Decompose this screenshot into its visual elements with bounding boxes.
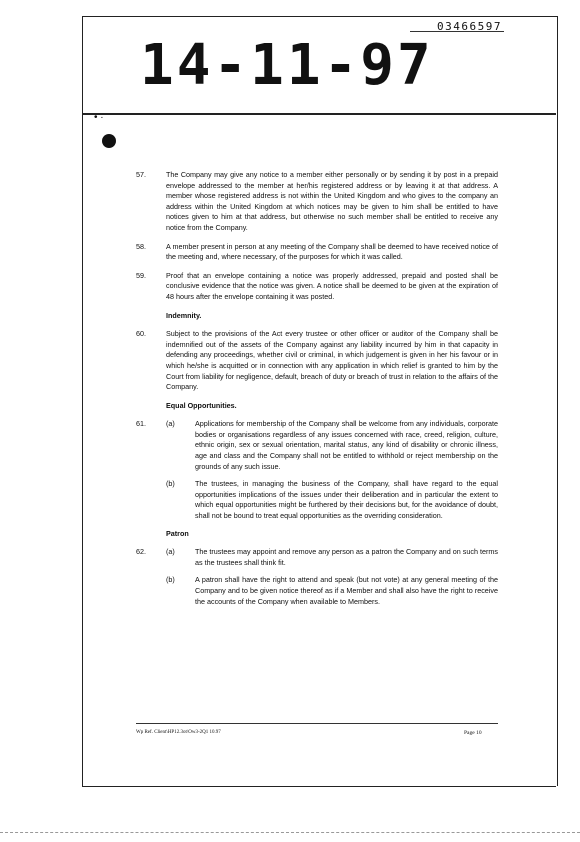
- sub-clause-text: Applications for membership of the Company shall be welcome from any individuals, corporate bodies or organisations regardless of any issues concerned with race, creed, religion, culture, ethnic origin, sex or sexual orientation, marital status, any kind of disability or chronic illness, age and class and the Company shall not be entitled to withhold or reject membership on the grounds of any such issue.: [195, 419, 498, 471]
- clause-60: [136, 329, 498, 393]
- sub-clause-label: (b): [166, 575, 175, 585]
- heading-patron: Patron: [166, 528, 189, 538]
- clause-text: The Company may give any notice to a member either personally or by sending it by post in a prepaid envelope addressed to the member at her/his registered address or by leaving it at that address. A member whose registered address is not within the United Kingdom and who gives to the company an address within the United Kingdom at which notices may be given to him shall be entitled to have notices given to him at that address, but otherwise no such member shall be entitled to receive any notice from the Company.: [166, 170, 498, 232]
- clause-number: 60.: [136, 329, 146, 339]
- stray-marks: • ·: [94, 112, 104, 123]
- company-number: 03466597: [437, 20, 502, 33]
- sub-clause-text: The trustees may appoint and remove any person as a patron the Company and on such terms as the trustees shall think fit.: [195, 547, 498, 567]
- clause-57: [136, 170, 498, 234]
- clause-number: 57.: [136, 170, 146, 179]
- company-number-underline: [410, 31, 504, 32]
- sub-clause-62a: [166, 547, 498, 568]
- sub-clause-text: The trustees, in managing the business of the Company, shall have regard to the equal opportunities implications of the issues under their deliberation and in particular the extent to which equal opportunities might be furthered by their decisions but, for the avoidance of doubt, shall not be bound to treat equal opportunities as the overriding consideration.: [195, 479, 498, 521]
- document-body: [136, 170, 498, 615]
- footer-reference: Wp Ref. Client\HP12.3ot\Ow3-2Q1 10.97: [136, 730, 221, 735]
- date-stamp: 14-11-97: [140, 33, 434, 98]
- clause-number: 58.: [136, 241, 146, 251]
- clause-number: 59.: [136, 270, 146, 280]
- clause-59: [136, 271, 498, 303]
- heading-equal-opportunities: Equal Opportunities.: [166, 400, 237, 410]
- page-bottom-border: [82, 786, 556, 787]
- sub-clause-label: (a): [166, 547, 175, 557]
- sub-clause-61a: [166, 419, 498, 472]
- clause-61: [136, 419, 498, 521]
- clause-text: A member present in person at any meeting of the Company shall be deemed to have received notice of the meeting and, where necessary, of the purposes for which it was called.: [166, 241, 498, 262]
- heading-indemnity: Indemnity.: [166, 310, 202, 320]
- clause-number: 62.: [136, 547, 146, 557]
- clause-62: [136, 547, 498, 607]
- clause-number: 61.: [136, 419, 146, 429]
- punch-hole-mark: [102, 134, 116, 148]
- stamp-divider: [82, 113, 556, 115]
- sub-clause-text: A patron shall have the right to attend and speak (but not vote) at any general meeting of the Company and to be given notice thereof as if a Member and shall also have the right to receive the accounts of the Company when available to Members.: [195, 575, 498, 606]
- sub-clause-label: (a): [166, 419, 175, 429]
- sub-clause-62b: [166, 575, 498, 607]
- clause-58: [136, 242, 498, 263]
- clause-text: Proof that an envelope containing a notice was properly addressed, prepaid and posted shall be conclusive evidence that the notice was given. A notice shall be deemed to be given at the expiration of 48 hours after the envelope containing it was posted.: [166, 270, 498, 301]
- sub-clause-61b: [166, 479, 498, 521]
- page-number: Page 10: [464, 730, 482, 736]
- footer-divider: [136, 723, 498, 724]
- scan-edge-line: [0, 832, 580, 833]
- clause-text: Subject to the provisions of the Act every trustee or other officer or auditor of the Company shall be indemnified out of the assets of the Company against any liability incurred by him in that capacity in defending any proceedings, whether civil or criminal, in which judgement is given in her his favour or in which he/she is acquitted or in connection with any application in which relief is granted to him by the Court from liability for negligence, default, breach of duty or breach of trust in relation to the affairs of the Company.: [166, 329, 498, 392]
- sub-clause-label: (b): [166, 479, 175, 489]
